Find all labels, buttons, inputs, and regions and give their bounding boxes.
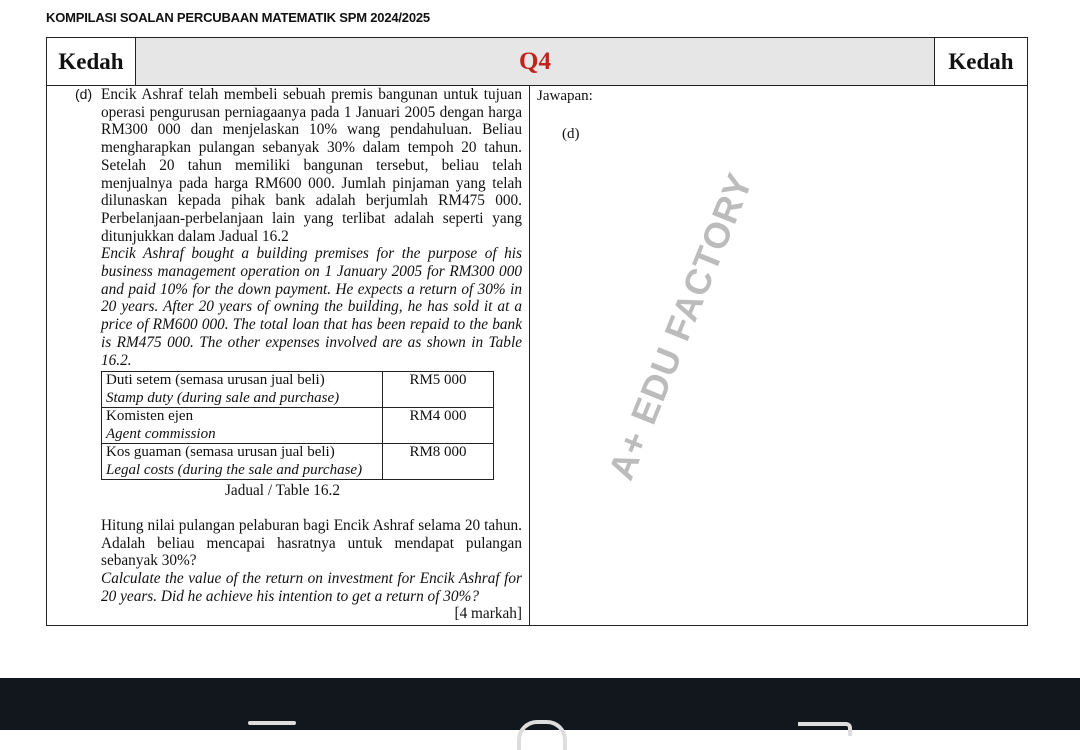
- table-caption: Jadual / Table 16.2: [224, 482, 341, 500]
- part-label: (d): [75, 86, 93, 102]
- answer-area: [537, 88, 593, 143]
- watermark: A+ EDU FACTORY: [600, 166, 761, 486]
- question-number: Q4: [519, 48, 551, 75]
- table-row: Kos guaman (semasa urusan jual beli) Legal costs (during the sale and purchase) RM8 000: [102, 444, 494, 480]
- state-left: Kedah: [47, 38, 136, 85]
- question-english: Calculate the value of the return on investment for Encik Ashraf for 20 years. Did he achieve his intention to get a return of 30%?: [101, 570, 522, 605]
- question-body: [75, 86, 522, 625]
- recent-apps-icon[interactable]: [248, 721, 296, 725]
- back-icon[interactable]: [798, 722, 852, 736]
- answer-part: (d): [562, 126, 580, 142]
- navigation-bar: [0, 678, 1080, 730]
- state-right: Kedah: [934, 38, 1027, 85]
- paragraph-malay: Encik Ashraf telah membeli sebuah premis bangunan untuk tujuan operasi pengurusan perniagaanya pada 1 Januari 2005 dengan harga RM300 000 dan menjelaskan 10% wang pendahuluan. Beliau mengharapkan pulangan sebanyak 30% dalam tempoh 20 tahun. Setelah 20 tahun memiliki bangunan tersebut, beliau telah menjualnya pada harga RM600 000. Jumlah pinjaman yang telah dilunaskan kepada pihak bank adalah berjumlah RM475 000. Perbelanjaan-perbelanjaan lain yang terlibat adalah seperti yang ditunjukkan dalam Jadual 16.2: [101, 86, 522, 245]
- column-divider: [529, 86, 530, 625]
- question-frame: [46, 37, 1028, 626]
- table-row: Komisten ejen Agent commission RM4 000: [102, 408, 494, 444]
- question-header: [47, 38, 1027, 86]
- table-row: Duti setem (semasa urusan jual beli) Stamp duty (during sale and purchase) RM5 000: [102, 372, 494, 408]
- home-icon[interactable]: [517, 720, 567, 750]
- marks: [4 markah]: [454, 605, 522, 623]
- answer-label: Jawapan:: [537, 88, 593, 104]
- paragraph-english: Encik Ashraf bought a building premises for the purpose of his business management operation on 1 January 2005 for RM300 000 and paid 10% for the down payment. He expects a return of 30% in 20 years. After 20 years of owning the building, he has sold it at a price of RM600 000. The total loan that has been repaid to the bank is RM475 000. The other expenses involved are as shown in Table 16.2.: [101, 245, 522, 369]
- expenses-table: [101, 371, 494, 480]
- question-malay: Hitung nilai pulangan pelaburan bagi Encik Ashraf selama 20 tahun. Adalah beliau mencapai hasratnya untuk mendapat pulangan sebanyak 30%?: [101, 516, 522, 570]
- document-header: KOMPILASI SOALAN PERCUBAAN MATEMATIK SPM 2024/2025: [46, 10, 430, 25]
